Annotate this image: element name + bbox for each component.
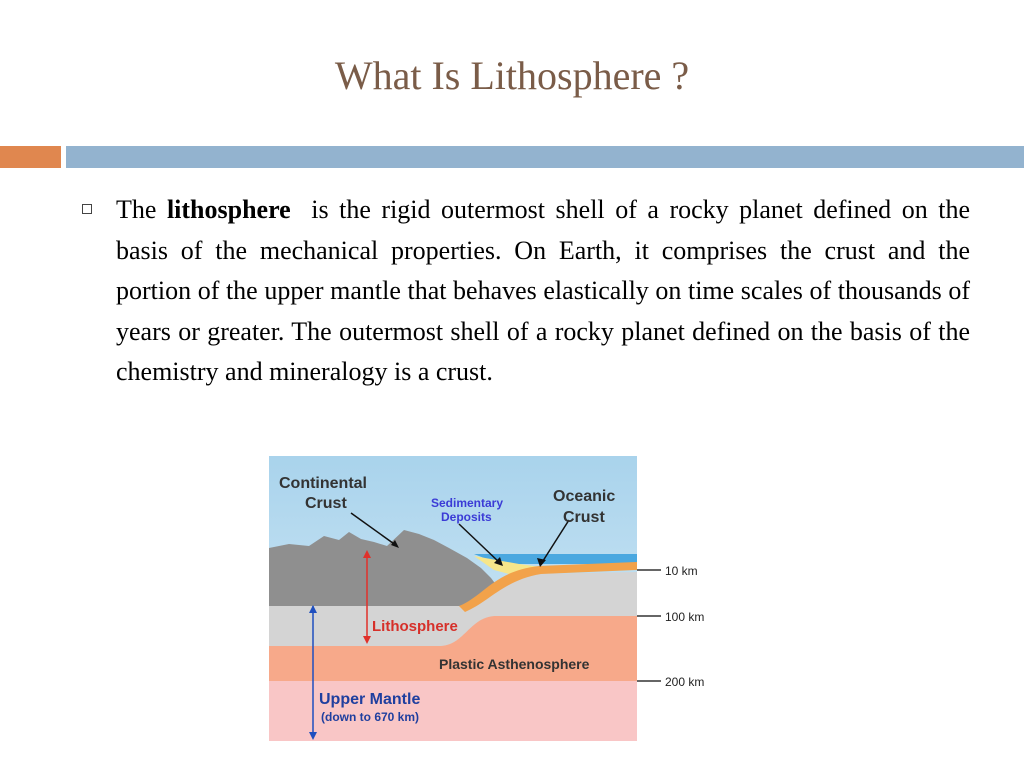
body-text-intro: The xyxy=(116,195,167,224)
label-continental-line1: Continental xyxy=(279,475,367,492)
accent-bar-blue xyxy=(66,146,1024,168)
depth-label-area xyxy=(637,456,719,741)
label-oceanic-line1: Oceanic xyxy=(553,488,616,505)
label-continental-line2: Crust xyxy=(305,495,347,512)
label-sediment-line1: Sedimentary xyxy=(431,496,504,510)
label-lithosphere: Lithosphere xyxy=(372,618,458,635)
lithosphere-diagram xyxy=(269,456,719,741)
depth-label-100km: 100 km xyxy=(665,610,705,624)
body-bold-term: lithosphere xyxy=(166,195,291,224)
body-paragraph xyxy=(116,190,970,393)
label-upper-mantle: Upper Mantle xyxy=(319,691,421,708)
label-oceanic-line2: Crust xyxy=(563,509,605,526)
label-asthenosphere: Plastic Asthenosphere xyxy=(439,656,590,672)
square-bullet-icon xyxy=(82,204,92,214)
label-upper-mantle-sub: (down to 670 km) xyxy=(321,710,420,724)
depth-label-200km: 200 km xyxy=(665,675,705,689)
slide-title: What Is Lithosphere ? xyxy=(334,53,690,98)
accent-bar-orange xyxy=(0,146,61,168)
label-sediment-line2: Deposits xyxy=(441,510,492,524)
body-text-rest: is the rigid outermost shell of a rocky planet defined on the basis of the mechanical properties. On Earth, it comprises the crust and the portion of the upper mantle that behaves elastically on time scales of thousands of years or greater. The outermost shell of a rocky planet defined on the basis of the chemistry and mineralogy is a crust. xyxy=(116,195,971,386)
depth-label-10km: 10 km xyxy=(665,564,698,578)
